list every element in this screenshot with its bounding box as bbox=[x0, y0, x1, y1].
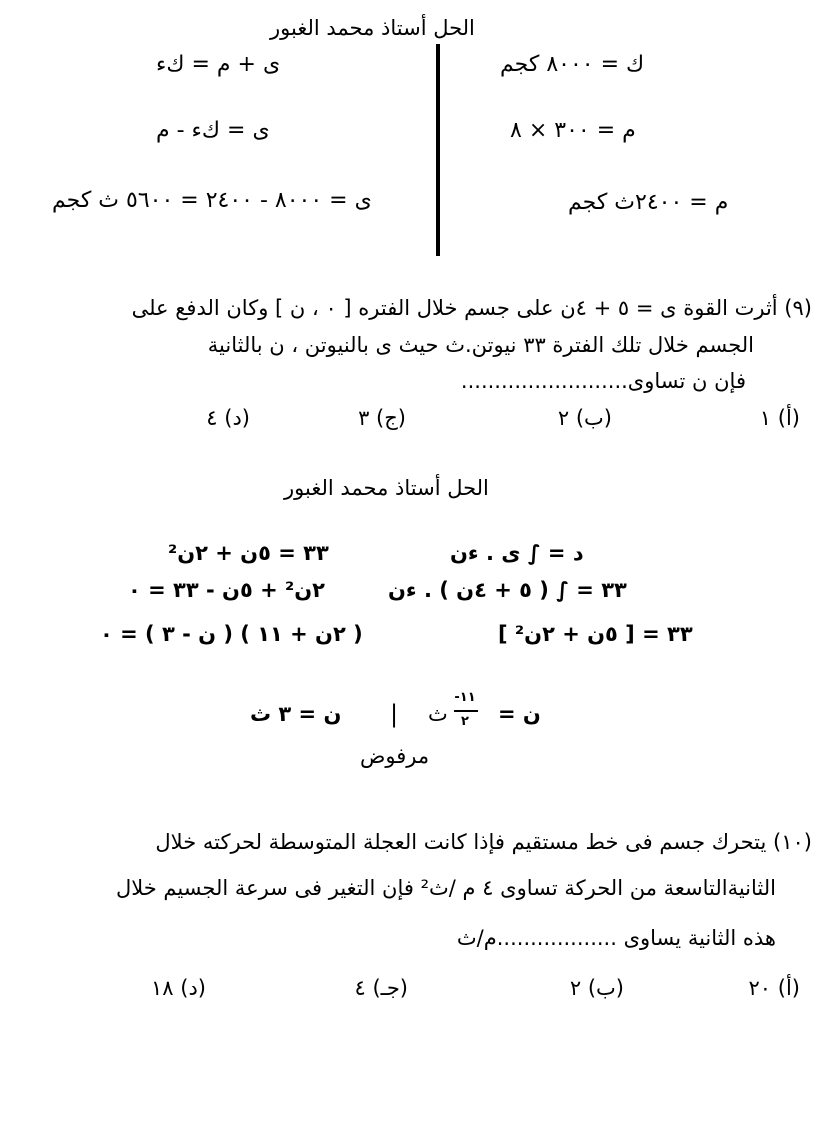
left-col-line-3: ى = ٨٠٠٠ - ٢٤٠٠ = ٥٦٠٠ ث كجم bbox=[52, 188, 372, 213]
option-value: ٤ bbox=[206, 406, 218, 430]
q10-line-2: الثانيةالتاسعة من الحركة تساوى ٤ م /ث² فإن التغير فى سرعة الجسيم خلال bbox=[115, 876, 776, 900]
root1-lhs: ن = bbox=[498, 702, 541, 726]
option-label: (أ) bbox=[777, 976, 800, 1000]
option-value: ٤ bbox=[354, 976, 366, 1000]
q9-solution-r3-right: ٣٣ = [ ٥ن + ٢ن² ] bbox=[498, 622, 693, 646]
option-label: (د) bbox=[224, 406, 250, 430]
q9-solution-r2-right: ٣٣ = ∫ ( ٥ + ٤ن ) . ءن bbox=[388, 578, 627, 602]
q10-option-a[interactable] bbox=[749, 976, 800, 1000]
option-label: (ب) bbox=[587, 976, 624, 1000]
option-value: ٣ bbox=[358, 406, 370, 430]
q9-option-a[interactable] bbox=[760, 406, 800, 430]
q9-solution-r1-left: ٣٣ = ٥ن + ٢ن² bbox=[168, 541, 329, 565]
right-col-line-1: ك = ٨٠٠٠ كجم bbox=[500, 52, 645, 77]
root2: ن = ٣ ث bbox=[250, 702, 342, 726]
left-col-line-1: ى + م = كء bbox=[156, 52, 281, 77]
option-label: (ج) bbox=[376, 406, 406, 430]
q10-line-1: (١٠) يتحرك جسم فى خط مستقيم فإذا كانت العجلة المتوسطة لحركته خلال bbox=[155, 830, 812, 854]
solution-heading-1: الحل أستاذ محمد الغبور bbox=[270, 16, 475, 40]
q9-option-b[interactable] bbox=[558, 406, 612, 430]
option-label: (جـ) bbox=[372, 976, 408, 1000]
q9-line-3: فإن ن تساوى......................... bbox=[460, 369, 746, 393]
q9-line-1: (٩) أثرت القوة ى = ٥ + ٤ن على جسم خلال الفتره [ ٠ ، ن ] وكان الدفع على bbox=[131, 296, 812, 320]
option-value: ١٨ bbox=[151, 976, 174, 1000]
option-label: (أ) bbox=[777, 406, 800, 430]
rejected-note: مرفوض bbox=[360, 744, 430, 768]
column-divider bbox=[436, 44, 440, 256]
q9-option-d[interactable] bbox=[206, 406, 250, 430]
option-value: ١ bbox=[759, 406, 772, 430]
q9-line-2: الجسم خلال تلك الفترة ٣٣ نيوتن.ث حيث ى بالنيوتن ، ن بالثانية bbox=[207, 333, 754, 357]
root1-numerator: -١١ bbox=[454, 690, 476, 705]
q10-line-3: هذه الثانية يساوى ..................م/ث bbox=[456, 926, 776, 950]
root-separator: | bbox=[390, 700, 399, 728]
fraction-bar bbox=[454, 710, 478, 712]
q10-option-d[interactable] bbox=[151, 976, 206, 1000]
q9-solution-r1-right: د = ∫ ى . ءن bbox=[450, 541, 584, 565]
option-label: (د) bbox=[180, 976, 206, 1000]
root1-unit: ث bbox=[428, 702, 448, 726]
option-value: ٢ bbox=[569, 976, 582, 1000]
solution-heading-2: الحل أستاذ محمد الغبور bbox=[284, 476, 489, 500]
option-value: ٢٠ bbox=[748, 976, 772, 1000]
q10-option-c[interactable] bbox=[355, 976, 409, 1000]
right-col-line-2: م = ٣٠٠ × ٨ bbox=[510, 118, 636, 143]
q9-solution-r3-left: ( ٢ن + ١١ ) ( ن - ٣ ) = ٠ bbox=[100, 622, 363, 646]
option-value: ٢ bbox=[557, 406, 570, 430]
q9-solution-r2-left: ٢ن² + ٥ن - ٣٣ = ٠ bbox=[128, 578, 325, 602]
left-col-line-2: ى = كء - م bbox=[156, 118, 270, 143]
right-col-line-3: م = ٢٤٠٠ث كجم bbox=[568, 190, 729, 215]
option-label: (ب) bbox=[575, 406, 612, 430]
root1-denominator: ٢ bbox=[461, 714, 469, 729]
q9-option-c[interactable] bbox=[358, 406, 406, 430]
q10-option-b[interactable] bbox=[570, 976, 624, 1000]
